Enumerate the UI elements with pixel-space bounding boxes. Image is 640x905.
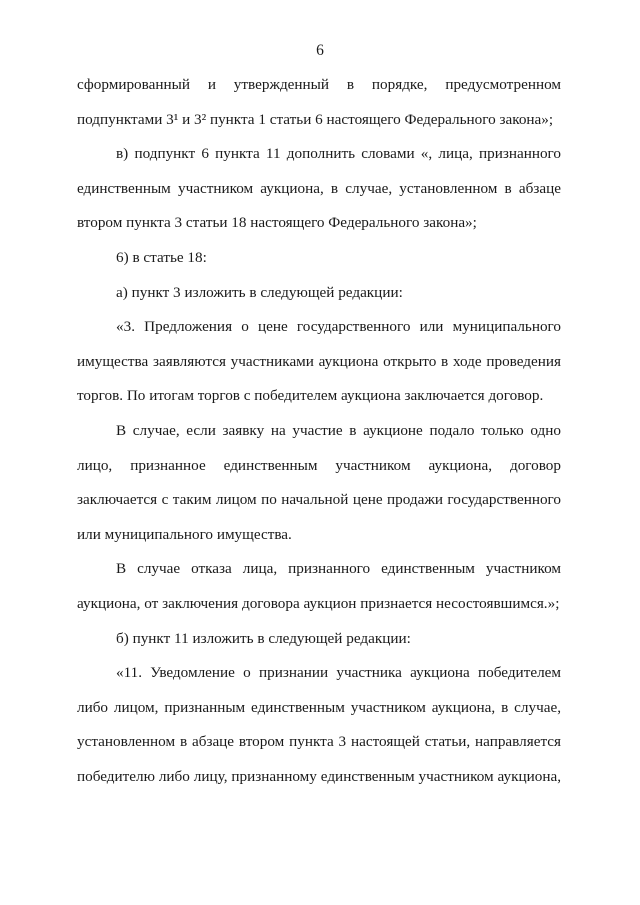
- paragraph-5: [77, 310, 561, 414]
- paragraph-4: [77, 276, 561, 311]
- text-line: либо лицом, признанным единственным участником аукциона, в случае,: [77, 698, 561, 716]
- paragraph-9: [77, 656, 561, 794]
- paragraph-2: [77, 137, 561, 241]
- text-line: 6) в статье 18:: [116, 248, 207, 266]
- text-line: В случае, если заявку на участие в аукционе подало только одно: [116, 421, 561, 439]
- text-line: установленном в абзаце втором пункта 3 настоящей статьи, направляется: [77, 733, 561, 751]
- paragraph-6: [77, 414, 561, 552]
- text-line: В случае отказа лица, признанного единственным участником: [116, 560, 561, 578]
- document-body: [77, 68, 561, 794]
- text-line: «3. Предложения о цене государственного или муниципального: [116, 318, 561, 336]
- page-number: 6: [316, 42, 324, 59]
- text-line: б) пункт 11 изложить в следующей редакции:: [116, 629, 411, 647]
- text-line: единственным участником аукциона, в случае, установленном в абзаце: [77, 179, 561, 197]
- text-line: подпунктами 3¹ и 3² пункта 1 статьи 6 настоящего Федерального закона»;: [77, 110, 554, 128]
- text-line: победителю либо лицу, признанному единственным участником аукциона,: [77, 767, 561, 785]
- text-line: сформированный и утвержденный в порядке, предусмотренном: [77, 76, 561, 93]
- text-line: торгов. По итогам торгов с победителем аукциона заключается договор.: [77, 387, 544, 405]
- text-line: а) пункт 3 изложить в следующей редакции:: [116, 283, 403, 301]
- paragraph-8: [77, 622, 561, 657]
- text-line: втором пункта 3 статьи 18 настоящего Федерального закона»;: [77, 214, 477, 232]
- text-line: или муниципального имущества.: [77, 525, 292, 543]
- text-line: «11. Уведомление о признании участника аукциона победителем: [116, 664, 561, 682]
- paragraph-3: [77, 241, 561, 276]
- text-line: аукциона, от заключения договора аукцион признается несостоявшимся.»;: [77, 594, 560, 612]
- text-line: имущества заявляются участниками аукциона открыто в ходе проведения: [77, 352, 561, 370]
- text-line: в) подпункт 6 пункта 11 дополнить словами «, лица, признанного: [116, 145, 561, 163]
- paragraph-1: [77, 68, 561, 137]
- paragraph-7: [77, 552, 561, 621]
- text-line: лицо, признанное единственным участником аукциона, договор: [77, 456, 561, 474]
- text-line: заключается с таким лицом по начальной цене продажи государственного: [77, 491, 561, 509]
